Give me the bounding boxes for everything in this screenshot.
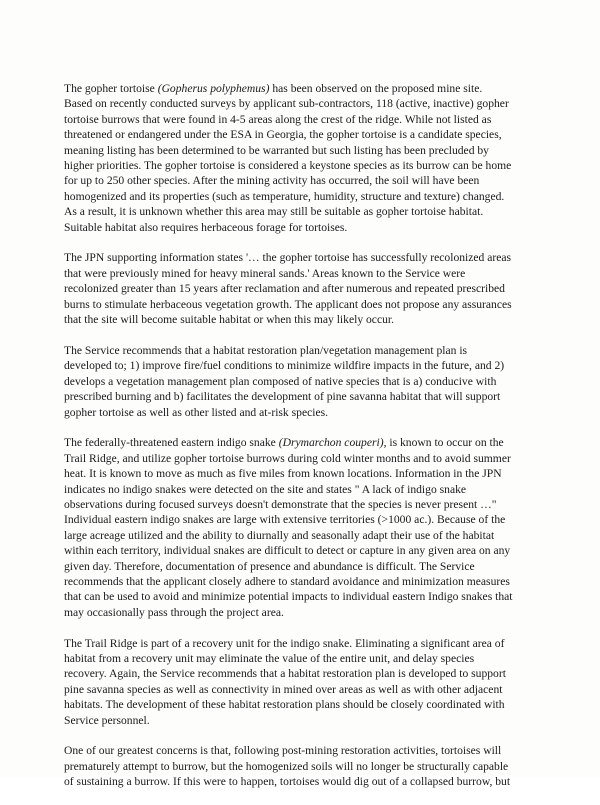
paragraph bbox=[64, 636, 544, 728]
text-run: developed to; 1) improve fire/fuel conditions to minimize wildfire impacts in the future, and 2) bbox=[64, 359, 505, 373]
text-run: prescribed burning and b) facilitates the development of pine savanna habitat that will support bbox=[64, 390, 501, 404]
text-run: Individual eastern indigo snakes are large with extensive territories (>1000 ac.). Because of the bbox=[64, 513, 506, 527]
text-line bbox=[64, 559, 544, 574]
text-line bbox=[64, 605, 544, 620]
text-run: within each territory, individual snakes are difficult to detect or capture in any given area on any bbox=[64, 544, 511, 558]
text-line bbox=[64, 589, 544, 604]
text-line bbox=[64, 528, 544, 543]
text-run: meaning listing has been determined to be warranted but such listing has been precluded by bbox=[64, 143, 489, 157]
text-run: for up to 250 other species. After the mining activity has occurred, the soil will have been bbox=[64, 174, 480, 188]
text-run: has been observed on the proposed mine site. bbox=[269, 82, 483, 95]
species-name: (Gopherus polyphemus) bbox=[157, 82, 270, 95]
text-line bbox=[64, 173, 544, 188]
text-run: Suitable habitat also requires herbaceous forage for tortoises. bbox=[64, 220, 348, 234]
text-run: may occasionally pass through the project area. bbox=[64, 605, 284, 619]
text-line bbox=[64, 189, 544, 204]
text-line bbox=[64, 682, 544, 697]
text-run: pine savanna species as well as connectivity in mined over areas as well as with other adjacent bbox=[64, 682, 503, 696]
text-run: observations during focused surveys doesn't demonstrate that the species is never present …" bbox=[64, 497, 497, 511]
text-line bbox=[64, 297, 544, 312]
text-line bbox=[64, 713, 544, 728]
text-line bbox=[64, 574, 544, 589]
text-run: that were previously mined for heavy mineral sands.' Areas known to the Service were bbox=[64, 266, 466, 280]
text-run: gopher tortoise as well as other listed and at-risk species. bbox=[64, 405, 329, 419]
text-line bbox=[64, 374, 544, 389]
text-line bbox=[64, 666, 544, 681]
text-line bbox=[64, 451, 544, 466]
text-line bbox=[64, 389, 544, 404]
text-line bbox=[64, 651, 544, 666]
text-line bbox=[64, 636, 544, 651]
text-line bbox=[64, 312, 544, 327]
text-run: threatened or endangered under the ESA in Georgia, the gopher tortoise is a candidate species, bbox=[64, 128, 502, 142]
text-run: The federally-threatened eastern indigo snake bbox=[64, 436, 279, 450]
paragraph bbox=[64, 343, 544, 420]
text-line bbox=[64, 358, 544, 373]
text-line bbox=[64, 250, 544, 265]
text-run: of sustaining a burrow. If this were to happen, tortoises would dig out of a collapsed burrow, but bbox=[64, 775, 511, 789]
text-line bbox=[64, 343, 544, 358]
paragraph bbox=[64, 81, 544, 235]
document-body bbox=[64, 81, 544, 805]
text-run: recolonized greater than 15 years after reclamation and after numerous and repeated prescribed bbox=[64, 282, 505, 296]
text-line bbox=[64, 543, 544, 558]
text-line bbox=[64, 204, 544, 219]
text-run: recommends that the applicant closely adhere to standard avoidance and minimization measures bbox=[64, 574, 510, 588]
text-run: develops a vegetation management plan composed of native species that is a) conducive with bbox=[64, 374, 497, 388]
text-line bbox=[64, 81, 544, 96]
text-line bbox=[64, 281, 544, 296]
text-run: given day. Therefore, documentation of presence and abundance is difficult. The Service bbox=[64, 559, 475, 573]
text-line bbox=[64, 220, 544, 235]
text-run: that can be used to avoid and minimize potential impacts to individual eastern Indigo snakes that bbox=[64, 590, 513, 604]
text-run: The Service recommends that a habitat restoration plan/vegetation management plan is bbox=[64, 343, 468, 357]
text-run: heat. It is known to move as much as five miles from known locations. Information in the JPN bbox=[64, 467, 502, 481]
text-run: indicates no indigo snakes were detected on the site and states " A lack of indigo snake bbox=[64, 482, 467, 496]
text-run: One of our greatest concerns is that, following post-mining restoration activities, tortoises will bbox=[64, 744, 502, 758]
text-line bbox=[64, 759, 544, 774]
text-run: large acreage utilized and the ability to diurnally and seasonally adapt their use of the habitat bbox=[64, 528, 495, 542]
text-run: Trail Ridge, and utilize gopher tortoise burrows during cold winter months and to avoid summer bbox=[64, 451, 511, 465]
text-run: habitats. The development of these habitat restoration plans should be closely coordinated with bbox=[64, 698, 505, 712]
text-run: habitat from a recovery unit may eliminate the value of the entire unit, and delay species bbox=[64, 651, 475, 665]
text-line bbox=[64, 512, 544, 527]
text-line bbox=[64, 743, 544, 758]
text-run: The Trail Ridge is part of a recovery unit for the indigo snake. Eliminating a significant area of bbox=[64, 636, 505, 650]
text-line bbox=[64, 497, 544, 512]
paragraph bbox=[64, 743, 544, 789]
text-run: As a result, it is unknown whether this area may still be suitable as gopher tortoise habitat. bbox=[64, 205, 484, 219]
text-line bbox=[64, 482, 544, 497]
paragraph bbox=[64, 250, 544, 327]
text-line bbox=[64, 143, 544, 158]
text-run: The JPN supporting information states '… the gopher tortoise has successfully recolonized areas bbox=[64, 251, 512, 265]
text-run: homogenized and its properties (such as temperature, humidity, structure and texture) changed. bbox=[64, 189, 505, 203]
text-line bbox=[64, 96, 544, 111]
text-run: burns to stimulate herbaceous vegetation growth. The applicant does not propose any assurances bbox=[64, 297, 512, 311]
text-line bbox=[64, 158, 544, 173]
text-run: Based on recently conducted surveys by applicant sub-contractors, 118 (active, inactive) gopher bbox=[64, 97, 509, 111]
text-line bbox=[64, 266, 544, 281]
text-line bbox=[64, 697, 544, 712]
text-run: prematurely attempt to burrow, but the homogenized soils will no longer be structurally capable bbox=[64, 759, 509, 773]
text-line bbox=[64, 112, 544, 127]
text-line bbox=[64, 466, 544, 481]
text-line bbox=[64, 435, 544, 450]
species-name: (Drymarchon couperi) bbox=[278, 436, 384, 450]
text-run: that the site will become suitable habitat or when this may likely occur. bbox=[64, 313, 395, 327]
text-run: , is known to occur on the bbox=[383, 436, 504, 450]
text-run: The gopher tortoise bbox=[64, 82, 158, 95]
paragraph bbox=[64, 435, 544, 620]
text-line bbox=[64, 127, 544, 142]
text-run: recovery. Again, the Service recommends that a habitat restoration plan is developed to support bbox=[64, 667, 506, 681]
text-line bbox=[64, 405, 544, 420]
text-run: Service personnel. bbox=[64, 713, 150, 727]
text-run: tortoise burrows that were found in 4-5 areas along the crest of the ridge. While not listed as bbox=[64, 112, 492, 126]
text-run: higher priorities. The gopher tortoise is considered a keystone species as its burrow can be home bbox=[64, 159, 512, 173]
